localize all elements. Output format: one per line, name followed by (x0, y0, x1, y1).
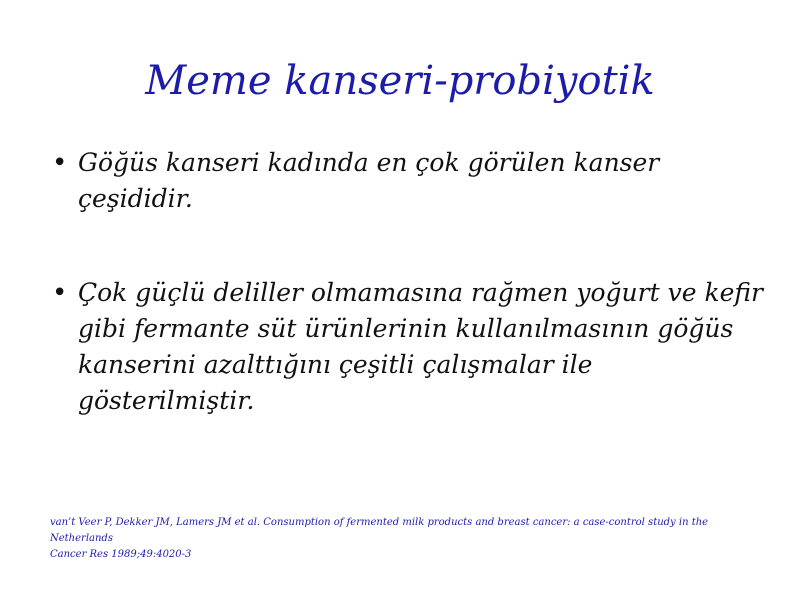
reference-line-2: Cancer Res 1989;49:4020-3 (50, 549, 192, 560)
reference-citation (50, 515, 770, 563)
bullet-dot-icon: • (52, 148, 68, 178)
bullet-list (50, 145, 765, 419)
slide-title: Meme kanseri-probiyotik (145, 58, 655, 104)
bullet-text: Göğüs kanseri kadında en çok görülen kanser çeşididir. (78, 148, 660, 213)
bullet-dot-icon: • (52, 278, 68, 308)
reference-line-1: van’t Veer P, Dekker JM, Lamers JM et al. Consumption of fermented milk products and breast cancer: a case-control study in the Netherlands (50, 517, 709, 544)
bullet-text: Çok güçlü deliller olmamasına rağmen yoğurt ve kefir gibi fermante süt ürünlerinin kullanılmasının göğüs kanserini azalttığını çeşitli çalışmalar ile gösterilmiştir. (78, 278, 764, 415)
bullet-item (50, 145, 765, 217)
bullet-item (50, 275, 765, 419)
